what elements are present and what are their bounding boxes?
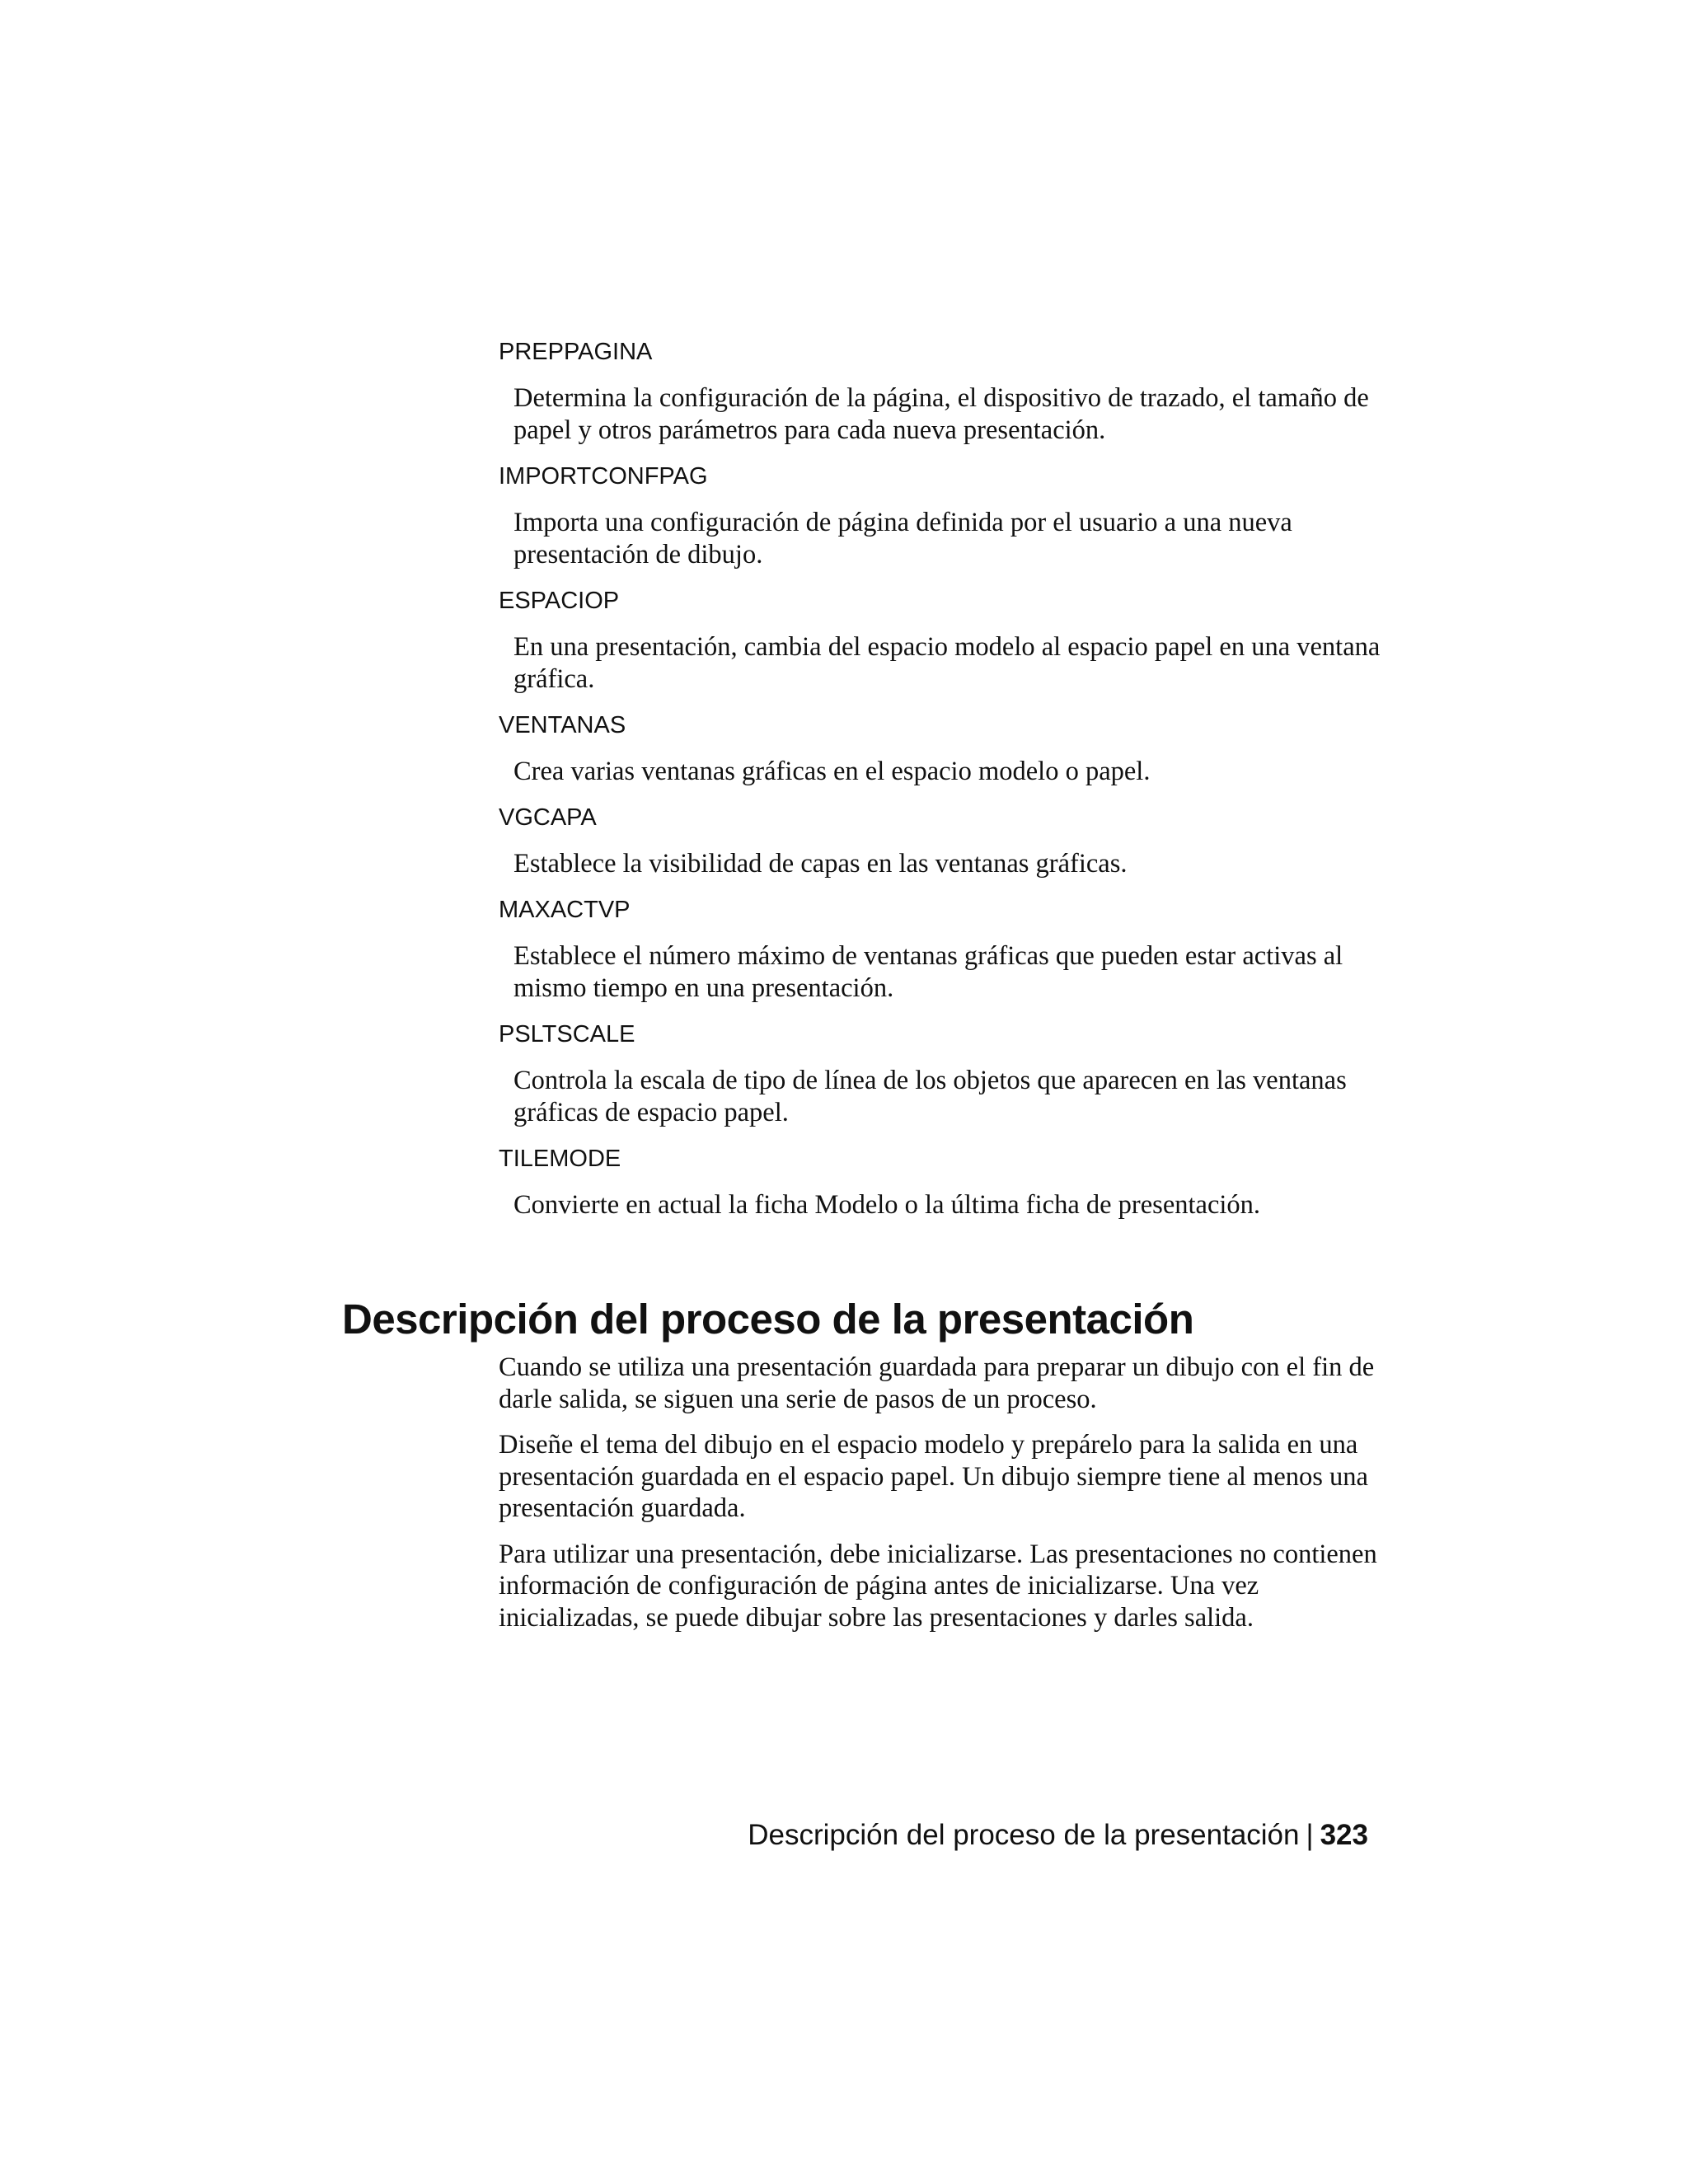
command-term: MAXACTVP xyxy=(499,897,631,923)
command-entry xyxy=(499,585,1405,696)
command-term: ESPACIOP xyxy=(499,588,620,614)
section-heading: Descripción del proceso de la presentación xyxy=(342,1296,1194,1343)
page-number: 323 xyxy=(1320,1819,1368,1851)
page-footer xyxy=(748,1817,1368,1854)
command-term: PSLTSCALE xyxy=(499,1021,635,1047)
command-term: VGCAPA xyxy=(499,804,597,831)
command-entry xyxy=(499,336,1405,447)
command-term: VENTANAS xyxy=(499,712,626,738)
command-description: En una presentación, cambia del espacio modelo al espacio papel en una ventana gráfica. xyxy=(513,632,1381,694)
footer-separator: | xyxy=(1306,1819,1314,1851)
command-entry xyxy=(499,461,1405,571)
command-description: Determina la configuración de la página, el dispositivo de trazado, el tamaño de papel y otros parámetros para cada nueva presentación. xyxy=(513,383,1369,445)
command-description: Convierte en actual la ficha Modelo o la última ficha de presentación. xyxy=(513,1190,1261,1220)
command-entry xyxy=(499,894,1405,1005)
command-description: Importa una configuración de página definida por el usuario a una nueva presentación de dibujo. xyxy=(513,508,1292,569)
body-paragraph: Diseñe el tema del dibujo en el espacio modelo y prepárelo para la salida en una presentación guardada en el espacio papel. Un dibujo siempre tiene al menos una presentación guardada. xyxy=(499,1430,1368,1523)
footer-title: Descripción del proceso de la presentación xyxy=(748,1819,1300,1851)
command-description: Establece el número máximo de ventanas gráficas que pueden estar activas al mismo tiempo en una presentación. xyxy=(513,941,1343,1003)
command-term: PREPPAGINA xyxy=(499,339,653,365)
command-entry xyxy=(499,802,1405,880)
command-term: TILEMODE xyxy=(499,1146,621,1172)
command-entry xyxy=(499,710,1405,788)
command-description: Establece la visibilidad de capas en las ventanas gráficas. xyxy=(513,849,1128,879)
command-list xyxy=(499,336,1405,1235)
body-paragraph: Para utilizar una presentación, debe inicializarse. Las presentaciones no contienen información de configuración de página antes de inicializarse. Una vez inicializadas, se puede dibujar sobre las presentaciones y darles salida. xyxy=(499,1539,1377,1633)
command-description: Controla la escala de tipo de línea de los objetos que aparecen en las ventanas gráficas de espacio papel. xyxy=(513,1066,1347,1127)
section-body xyxy=(499,1352,1397,1647)
command-description: Crea varias ventanas gráficas en el espacio modelo o papel. xyxy=(513,757,1151,786)
command-term: IMPORTCONFPAG xyxy=(499,463,708,490)
command-entry xyxy=(499,1143,1405,1221)
command-entry xyxy=(499,1019,1405,1129)
body-paragraph: Cuando se utiliza una presentación guardada para preparar un dibujo con el fin de darle salida, se siguen una serie de pasos de un proceso. xyxy=(499,1352,1375,1414)
